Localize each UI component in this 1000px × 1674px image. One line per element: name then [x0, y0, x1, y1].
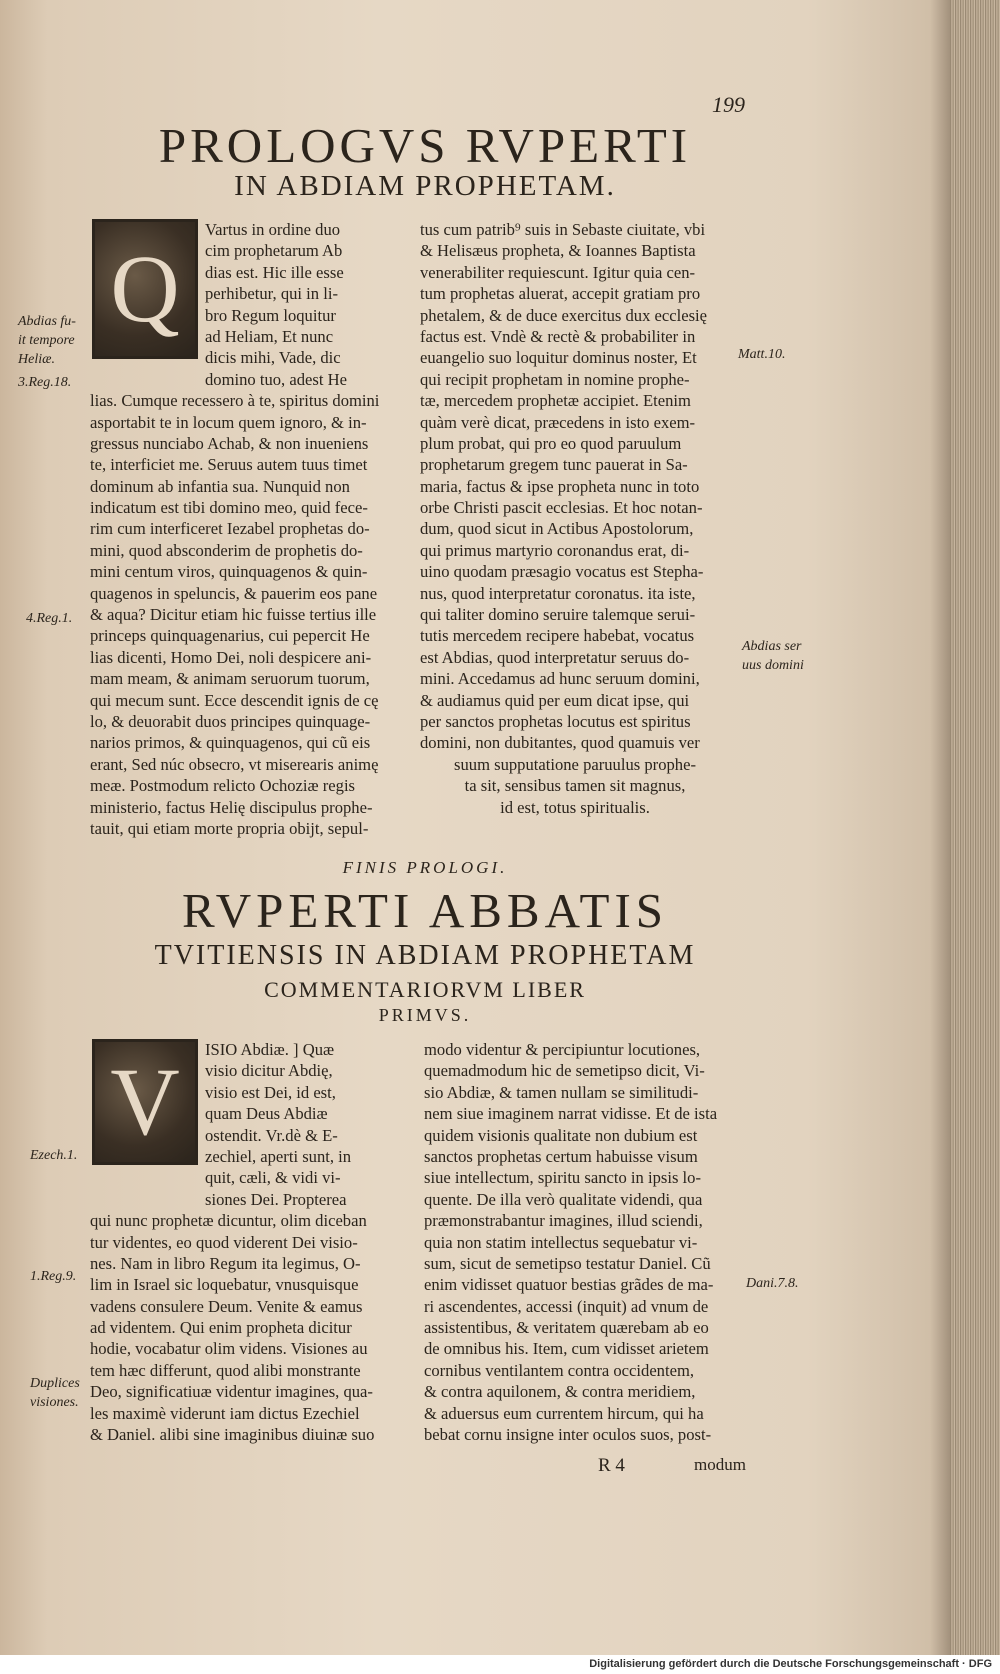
text-line: tus cum patrib⁹ suis in Sebaste ciuitate, vbi [420, 220, 706, 239]
text-line: sum, sicut de semetipso testatur Daniel. Cũ [424, 1253, 711, 1273]
text-line: Vartus in ordine duo [205, 220, 341, 239]
text-line: zechiel, aperti sunt, in [205, 1146, 352, 1166]
text-line: narios primos, & quinquagenos, qui cũ eis [90, 733, 371, 753]
catchword: modum [694, 1455, 746, 1474]
text-line: siue intellectum, spiritu sancto in ipsis lo- [424, 1168, 701, 1188]
text-line: perhibetur, qui in li- [205, 284, 338, 304]
text-line: les maximè viderunt iam dictus Ezechiel [90, 1403, 360, 1423]
text-line: qui mecum sunt. Ecce descendit ignis de cę [90, 690, 379, 710]
text-line: ta sit, sensibus tamen sit magnus, [464, 776, 686, 796]
text-line: visio dicitur Abdię, [205, 1061, 333, 1081]
text-line: enim vidisset quatuor bestias grãdes de ma- [424, 1275, 714, 1295]
text-line: euangelio suo loquitur dominus noster, Et [420, 348, 697, 368]
text-line: & aqua? Dicitur etiam hic fuisse tertius ille [90, 605, 377, 625]
text-line: factus est. Vndè & rectè & probabiliter in [420, 326, 696, 346]
commentary-subtitle-3: PRIMVS. [378, 1005, 472, 1025]
text-line: ministerio, factus Helię discipulus prophe- [90, 797, 373, 817]
margin-note: it tempore [18, 333, 75, 348]
text-line: cornibus ventilantem contra occidentem, [424, 1360, 695, 1380]
margin-note: Heliæ. [18, 352, 55, 367]
text-line: siones Dei. Propterea [205, 1189, 347, 1209]
commentary-subtitle-2: COMMENTARIORVM LIBER [264, 977, 586, 1002]
text-line: id est, totus spiritualis. [500, 797, 650, 817]
text-line: qui taliter domino seruire talemque serui- [420, 605, 696, 625]
margin-note: 3.Reg.18. [18, 375, 72, 390]
text-line: ad Heliam, Et nunc [205, 326, 334, 346]
text-line: tauit, qui etiam morte propria obijt, sepul- [90, 818, 369, 838]
text-line: ISIO Abdiæ. ] Quæ [205, 1040, 335, 1059]
text-line: princeps quinquagenarius, cui pepercit He [90, 626, 370, 646]
margin-note: visiones. [30, 1395, 79, 1410]
text-line: domini, non dubitantes, quod quamuis ver [420, 733, 700, 753]
initial-letter: V [110, 1048, 180, 1155]
text-line: rim cum interficeret Iezabel prophetas do- [90, 519, 370, 539]
text-line: quam Deus Abdiæ [205, 1104, 328, 1124]
text-line: qui recipit prophetam in nomine prophe- [420, 369, 690, 389]
text-line: & contra aquilonem, & contra meridiem, [424, 1382, 696, 1402]
text-line: domino tuo, adest He [205, 369, 347, 389]
text-line: qui nunc prophetæ dicuntur, olim diceban [90, 1211, 367, 1231]
text-line: quemadmodum hic de semetipso dicit, Vi- [424, 1061, 705, 1081]
text-line: visio est Dei, id est, [205, 1082, 336, 1102]
text-line: ri ascendentes, accessi (inquit) ad vnum de [424, 1296, 709, 1316]
initial-letter: Q [110, 235, 180, 342]
margin-note: Matt.10. [738, 347, 786, 362]
text-line: & aduersus eum currentem hircum, qui ha [424, 1403, 704, 1423]
text-line: erant, Sed núc obsecro, vt miserearis animę [90, 754, 379, 774]
text-line: suum supputatione paruulus prophe- [454, 754, 696, 774]
text-line: qui primus martyrio coronandus erat, di- [420, 540, 690, 560]
text-line: & Daniel. alibi sine imaginibus diuinæ suo [90, 1425, 375, 1445]
signature-mark: R 4 [598, 1455, 625, 1476]
text-line: dias est. Hic ille esse [205, 262, 344, 282]
text-line: nus, quod interpretatur coronatus. ita iste, [420, 583, 696, 603]
text-line: mini, quod absconderim de prophetis do- [90, 540, 363, 560]
text-line: tum prophetas aluerat, accepit gratiam pro [420, 284, 701, 304]
text-line: dicis mihi, Vade, dic [205, 348, 341, 368]
text-line: mini centum viros, quinquagenos & quin- [90, 562, 368, 582]
commentary-column-left [90, 1039, 410, 1445]
text-line: lias. Cumque recessero à te, spiritus domini [90, 391, 380, 411]
text-line: te, interficiet me. Seruus autem tuus timet [90, 455, 368, 475]
text-line: assistentibus, & veritatem quærebam ab eo [424, 1318, 709, 1338]
text-line: quia non statim intellectus sequebatur vi- [424, 1232, 698, 1252]
prologue-column-right [420, 219, 730, 818]
text-line: tem hæc differunt, quod alibi monstrante [90, 1360, 361, 1380]
text-line: lias dicenti, Homo Dei, noli despicere ani- [90, 647, 372, 667]
text-line: dominum ab infantia sua. Nunquid non [90, 476, 350, 496]
margin-note: Dani.7.8. [746, 1276, 799, 1291]
text-line: dum, quod sicut in Actibus Apostolorum, [420, 519, 694, 539]
text-line: de omnibus his. Item, cum vidisset arietem [424, 1339, 709, 1359]
page-number: 199 [712, 92, 745, 117]
text-line: mini. Accedamus ad hunc seruum domini, [420, 669, 700, 689]
prologue-column-left [90, 219, 410, 839]
text-line: sio Abdiæ, & tamen nullam se similitudi- [424, 1082, 699, 1102]
text-line: quidem visionis qualitate non dubium est [424, 1125, 698, 1145]
commentary-title: RVPERTI ABBATIS [181, 883, 669, 938]
text-line: hodie, vocabatur olim videns. Visiones au [90, 1339, 368, 1359]
text-line: quagenos in speluncis, & pauerim eos pane [90, 583, 378, 603]
text-line: & audiamus quid per eum dicat ipse, qui [420, 690, 690, 710]
text-line: tur videntes, eo quod viderent Dei visio- [90, 1232, 358, 1252]
text-line: ad videntem. Qui enim propheta dicitur [90, 1318, 352, 1338]
text-line: quente. De illa verò qualitate videndi, qua [424, 1189, 703, 1209]
margin-note: uus domini [742, 658, 804, 673]
text-line: quàm verè dicat, præcedens in isto exem- [420, 412, 696, 432]
text-line: bro Regum loquitur [205, 305, 336, 325]
text-line: nes. Nam in libro Regum ita legimus, O- [90, 1253, 361, 1273]
text-line: vadens consulere Deum. Venite & eamus [90, 1296, 363, 1316]
text-line: præmonstrabantur imagines, illud sciendi, [424, 1211, 703, 1231]
finis-line: FINIS PROLOGI. [342, 858, 508, 877]
text-line: sanctos prophetas certum habuisse visum [424, 1146, 698, 1166]
text-line: lo, & deuorabit duos principes quinquage- [90, 711, 371, 731]
text-line: tæ, mercedem prophetæ accipiet. Etenim [420, 391, 691, 411]
page-edges [950, 0, 1000, 1655]
text-line: modo videntur & percipiuntur locutiones, [424, 1040, 701, 1059]
text-line: cim prophetarum Ab [205, 241, 343, 261]
text-line: orbe Christi pascit ecclesias. Et hoc notan- [420, 498, 703, 518]
text-line: maria, factus & ipse propheta nunc in toto [420, 476, 700, 496]
text-line: prophetarum gregem tunc pauerat in Sa- [420, 455, 688, 475]
text-line: nem siue imaginem narrat vidisse. Et de ista [424, 1104, 718, 1124]
text-line: mam meam, & animam seruorum tuorum, [90, 669, 370, 689]
text-line: asportabit te in locum quem ignoro, & in- [90, 412, 367, 432]
commentary-column-right [424, 1039, 734, 1445]
text-line: & Helisæus propheta, & Ioannes Baptista [420, 241, 696, 261]
text-line: Deo, significatiuæ videntur imagines, qua- [90, 1382, 373, 1402]
margin-note: Duplices [30, 1376, 80, 1391]
text-line: lim in Israel sic loquebatur, vnusquisque [90, 1275, 359, 1295]
text-line: tutis mercedem recipere habebat, vocatus [420, 626, 695, 646]
text-line: meæ. Postmodum relicto Ochoziæ regis [90, 776, 356, 796]
text-line: uino quodam præsagio vocatus est Stepha- [420, 562, 704, 582]
text-line: venerabiliter requiescunt. Igitur quia cen- [420, 262, 696, 282]
text-line: est Abdias, quod interpretatur seruus do- [420, 647, 690, 667]
text-line: phetalem, & de duce exercitus dux ecclesię [420, 305, 708, 325]
text-line: plum probat, qui pro eo quod paruulum [420, 433, 682, 453]
text-line: quit, cæli, & vidi vi- [205, 1168, 341, 1188]
text-line: indicatum est tibi domino meo, quid fece- [90, 498, 368, 518]
commentary-subtitle: TVITIENSIS IN ABDIAM PROPHETAM [154, 940, 696, 971]
text-line: gressus nunciabo Achab, & non inueniens [90, 433, 369, 453]
text-line: bebat cornu insigne inter oculos suos, post- [424, 1425, 712, 1445]
prologue-subtitle: IN ABDIAM PROPHETAM. [234, 170, 616, 202]
margin-note: Abdias fu- [18, 314, 76, 329]
footer-credit: Digitalisierung gefördert durch die Deutsche Forschungsgemeinschaft · DFG [0, 1655, 1000, 1674]
margin-note: Ezech.1. [30, 1148, 78, 1163]
margin-note: Abdias ser [742, 639, 802, 654]
margin-note: 1.Reg.9. [30, 1269, 77, 1284]
prologue-title: PROLOGVS RVPERTI [158, 118, 692, 173]
text-line: per sanctos prophetas locutus est spiritus [420, 711, 691, 731]
margin-note: 4.Reg.1. [26, 611, 73, 626]
text-line: ostendit. Vr.dè & E- [205, 1125, 338, 1145]
